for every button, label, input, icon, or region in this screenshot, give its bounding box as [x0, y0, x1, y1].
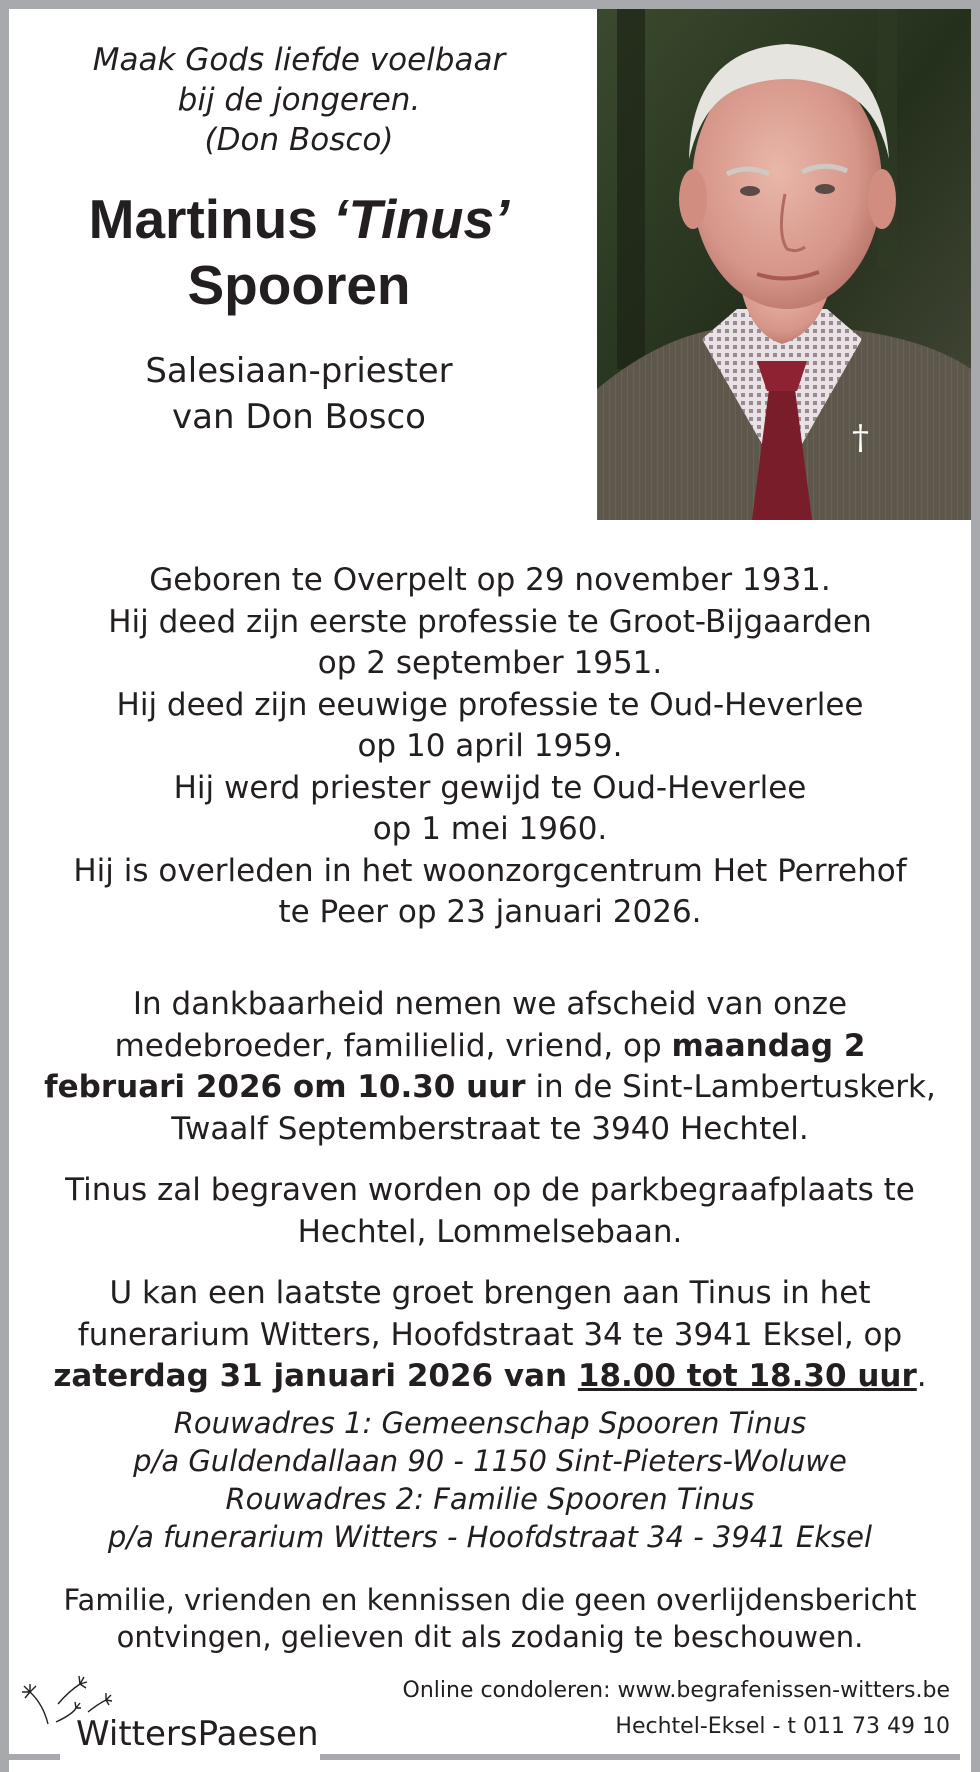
- bio-line: op 1 mei 1960.: [372, 811, 608, 847]
- burial-paragraph: [9, 1170, 971, 1253]
- address-line: p/a Guldendallaan 90 - 1150 Sint-Pieters-Woluwe: [133, 1444, 847, 1478]
- mourning-addresses: [9, 1404, 971, 1556]
- address-line: p/a funerarium Witters - Hoofdstraat 34 - 3941 Eksel: [107, 1520, 873, 1554]
- bio-line: Hij deed zijn eeuwige professie te Oud-Heverlee: [116, 686, 864, 723]
- visitation-period: .: [916, 1358, 927, 1394]
- header: [9, 40, 589, 440]
- quote-line: Maak Gods liefde voelbaar: [92, 42, 506, 78]
- bio-line: Hij is overleden in het woonzorgcentrum Het Perrehof: [73, 852, 907, 889]
- bio-line: op 2 september 1951.: [317, 645, 663, 681]
- quote: [9, 40, 589, 160]
- address-line: Rouwadres 2: Familie Spooren Tinus: [225, 1482, 755, 1516]
- quote-line: bij de jongeren.: [177, 82, 421, 118]
- closing-line: ontvingen, gelieven dit als zodanig te beschouwen.: [116, 1620, 864, 1654]
- ceremony-info: [9, 984, 971, 1418]
- ceremony-text: medebroeder, familielid, vriend, op: [114, 1027, 672, 1064]
- closing-line: Familie, vrienden en kennissen die geen overlijdensbericht: [63, 1583, 917, 1617]
- bio-line: Hij deed zijn eerste professie te Groot-Bijgaarden: [108, 603, 872, 640]
- address-line: Rouwadres 1: Gemeenschap Spooren Tinus: [173, 1406, 807, 1440]
- funeral-home-logo: [18, 1664, 318, 1764]
- bio-line: Geboren te Overpelt op 29 november 1931.: [149, 562, 831, 598]
- left-border: [0, 0, 9, 1772]
- farewell-paragraph: [9, 984, 971, 1150]
- logo-text: WittersPaesen: [76, 1714, 319, 1754]
- cross-symbol: †: [852, 418, 869, 458]
- visitation-line: U kan een laatste groet brengen aan Tinus in het: [109, 1275, 871, 1311]
- biography: [9, 560, 971, 934]
- deceased-name: [9, 186, 589, 318]
- phone-info: Hechtel-Eksel - t 011 73 49 10: [403, 1709, 951, 1745]
- top-border: [0, 0, 980, 9]
- footer-bar-right: [320, 1754, 960, 1760]
- ceremony-text: in de Sint-Lambertuskerk,: [525, 1069, 936, 1105]
- visitation-paragraph: [9, 1273, 971, 1398]
- visitation-date: zaterdag 31 januari 2026 van: [53, 1358, 578, 1394]
- burial-line: Tinus zal begraven worden op de parkbegraafplaats te: [65, 1172, 915, 1208]
- last-name: Spooren: [187, 254, 411, 316]
- closing-note: [9, 1582, 971, 1656]
- ceremony-line: In dankbaarheid nemen we afscheid van onze: [132, 986, 848, 1022]
- portrait-photo: [597, 9, 971, 520]
- ceremony-time: februari 2026 om 10.30 uur: [44, 1069, 526, 1105]
- role-line: Salesiaan-priester: [145, 351, 453, 391]
- bio-line: op 10 april 1959.: [357, 728, 623, 764]
- visitation-time: 18.00 tot 18.30 uur: [577, 1358, 917, 1394]
- portrait-illustration: [597, 9, 971, 520]
- online-condolence-link[interactable]: Online condoleren: www.begrafenissen-witters.be: [402, 1678, 950, 1703]
- ceremony-date: maandag 2: [671, 1027, 866, 1064]
- burial-line: Hechtel, Lommelsebaan.: [297, 1213, 683, 1250]
- role-line: van Don Bosco: [172, 397, 426, 437]
- role: [9, 348, 589, 440]
- contact-info: [403, 1673, 951, 1745]
- right-border: [971, 0, 980, 1772]
- quote-line: (Don Bosco): [204, 122, 394, 158]
- bio-line: Hij werd priester gewijd te Oud-Heverlee: [173, 769, 807, 806]
- nickname: ‘Tinus’: [333, 188, 510, 250]
- church-address: Twaalf Septemberstraat te 3940 Hechtel.: [171, 1110, 809, 1147]
- bio-line: te Peer op 23 januari 2026.: [278, 894, 702, 930]
- first-name: Martinus: [88, 188, 318, 250]
- visitation-line: funerarium Witters, Hoofdstraat 34 te 3941 Eksel, op: [77, 1316, 903, 1353]
